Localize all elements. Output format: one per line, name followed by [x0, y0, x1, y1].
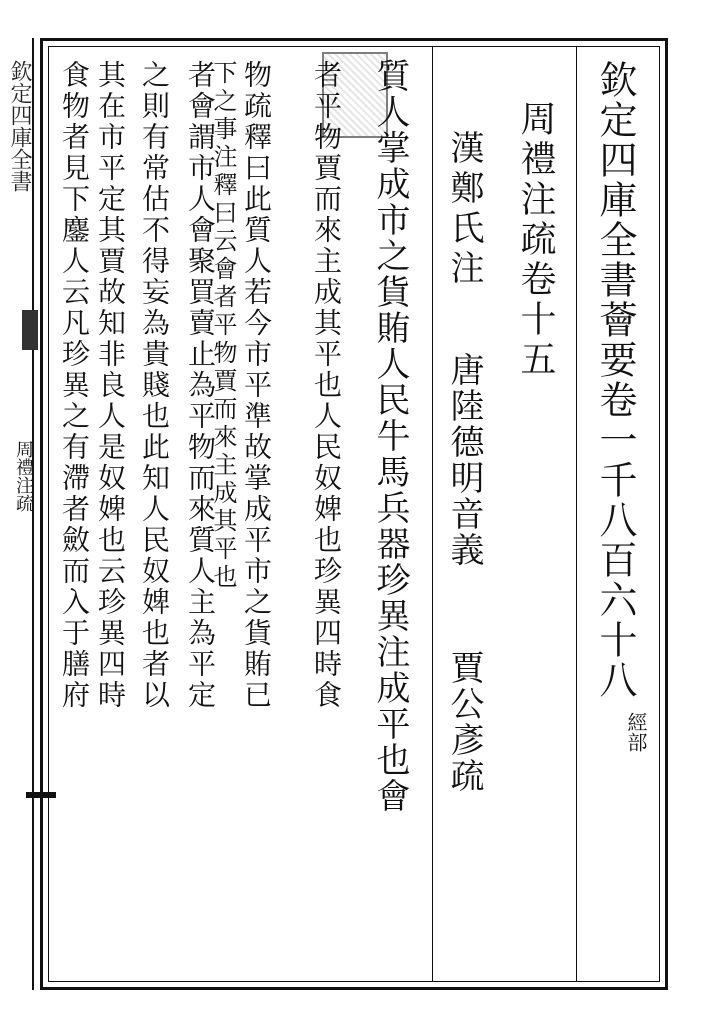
column-rule: [432, 46, 433, 982]
column-rule: [576, 46, 577, 982]
commentary-column-5: 之則有常估不得妄為貴賤也此知人民奴婢也者以: [138, 60, 171, 711]
commentary-column-7: 食物者見下鏖人云凡珍異之有滯者斂而入于膳府: [58, 60, 91, 711]
main-title: 欽定四庫全書薈要卷一千八百六十八: [593, 60, 637, 700]
commentary-column-3: 下之事注釋曰云會者平物賈而來主成其平也: [209, 60, 237, 592]
margin-library-label: 欽定四庫全書: [7, 60, 32, 192]
margin-fish-tail-mark: [22, 310, 38, 350]
commentary-column-6: 其在市平定其賈故知非良人是奴婢也云珍異四時: [94, 60, 127, 711]
author-jia: 賈公彥疏: [444, 650, 484, 794]
author-lu: 唐陸德明音義: [444, 352, 484, 568]
volume-title: 周禮注疏卷十五: [515, 100, 556, 380]
main-text-column: 質人掌成市之貨賄人民牛馬兵器珍異注成平也會: [370, 58, 410, 814]
author-zheng: 漢鄭氏注: [444, 130, 484, 290]
margin-book-title: 周禮注疏: [13, 440, 34, 512]
category-label: 經部: [624, 712, 648, 752]
commentary-column-2: 物疏釋曰此質人若今市平準故掌成平市之貨賄已: [240, 60, 273, 711]
commentary-column-1: 者平物賈而來主成其平也人民奴婢也珍異四時食: [310, 60, 343, 711]
commentary-column-4: 者會謂市人會聚買賣止為平物而來質人主為平定: [184, 60, 217, 711]
